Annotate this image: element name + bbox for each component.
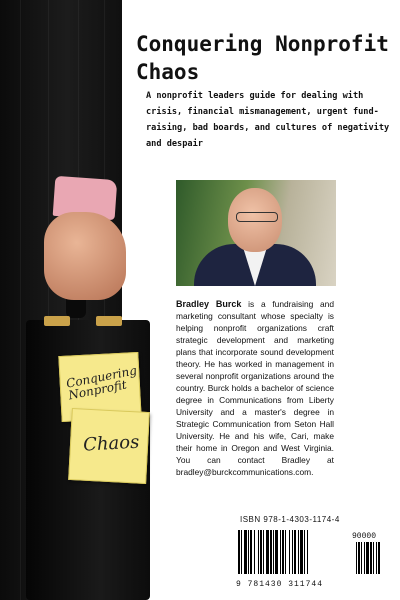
hand bbox=[44, 212, 126, 300]
barcode-bar bbox=[280, 530, 281, 574]
barcode-bar bbox=[285, 530, 286, 574]
author-name: Bradley Burck bbox=[176, 299, 242, 309]
barcode-bar bbox=[300, 530, 303, 574]
briefcase-clasp bbox=[44, 316, 70, 326]
barcode-bar bbox=[238, 530, 240, 574]
author-photo bbox=[176, 180, 336, 286]
barcode-bar bbox=[370, 542, 372, 574]
barcode-bar bbox=[361, 542, 362, 574]
author-glasses bbox=[236, 212, 278, 222]
book-title: Conquering Nonprofit Chaos bbox=[136, 32, 389, 84]
barcode-bar bbox=[282, 530, 284, 574]
barcode-bar bbox=[273, 530, 274, 574]
barcode-bar bbox=[270, 530, 272, 574]
barcode-bar bbox=[294, 530, 296, 574]
barcode-bar bbox=[289, 530, 290, 574]
barcode-bar bbox=[266, 530, 269, 574]
author-bio bbox=[176, 298, 334, 478]
sticky-note-bottom-text: Chaos bbox=[82, 431, 140, 456]
barcode-bar bbox=[254, 530, 255, 574]
barcode-bar bbox=[307, 530, 308, 574]
book-tagline: A nonprofit leaders guide for dealing with crisis, financial mismanagement, urgent fund-raising, bad boards, and cultures of negativity and despair bbox=[146, 91, 390, 149]
barcode-bar bbox=[250, 530, 252, 574]
barcode-bar bbox=[292, 530, 293, 574]
barcode-bar bbox=[366, 542, 369, 574]
barcode-bar bbox=[275, 530, 278, 574]
isbn-label: ISBN 978-1-4303-1174-4 bbox=[240, 515, 340, 524]
barcode-digits: 9 781430 311744 bbox=[236, 580, 324, 589]
barcode-bar bbox=[248, 530, 249, 574]
price-code: 90000 bbox=[352, 532, 377, 541]
barcode-bar bbox=[358, 542, 360, 574]
sticky-note-top-text: Conquering Nonprofit bbox=[64, 363, 138, 403]
barcode-bar bbox=[364, 542, 365, 574]
barcode-bar bbox=[258, 530, 259, 574]
barcode-bar bbox=[304, 530, 305, 574]
barcode-bar bbox=[263, 530, 264, 574]
sticky-note-bottom bbox=[68, 408, 150, 484]
barcode-bar bbox=[378, 542, 380, 574]
barcode-bar bbox=[298, 530, 299, 574]
cover-photo-briefcase bbox=[0, 0, 170, 600]
barcode-bar bbox=[260, 530, 262, 574]
barcode-bar bbox=[356, 542, 357, 574]
suit-stripe bbox=[20, 0, 21, 600]
barcode-bar bbox=[241, 530, 242, 574]
barcode-bar bbox=[244, 530, 247, 574]
author-bio-text: is a fundraising and marketing consultant whose specialty is helping nonprofit organizations craft strategic development and marketing plans that incorporate sound development theory. He has worked in management in several nonprofit organizations around the country. Burck holds a bachelor of science degree in Communications from Liberty University and a master's degree in Strategic Communication from Seton Hall University. He and his wife, Cari, make their home in Oregon and West Virginia. You can contact Bradley at bradley@burckcommunications.com. bbox=[176, 299, 335, 477]
barcode-bar bbox=[373, 542, 374, 574]
barcode-bar bbox=[376, 542, 377, 574]
briefcase-clasp bbox=[96, 316, 122, 326]
